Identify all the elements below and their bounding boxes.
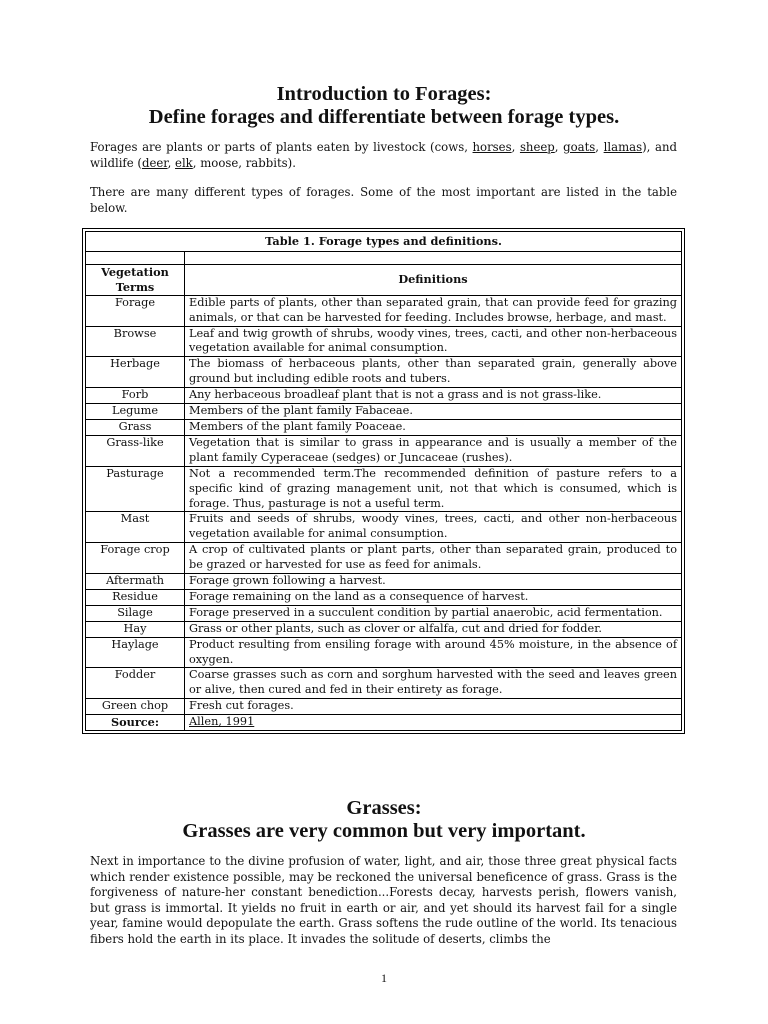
term-cell: Mast <box>86 512 185 543</box>
page-title: Introduction to Forages: <box>276 83 492 105</box>
term-cell: Forage crop <box>86 543 185 574</box>
definition-cell: Any herbaceous broadleaf plant that is not a grass and is not grass-like. <box>185 388 682 404</box>
table-row <box>86 621 682 637</box>
intro-text: , <box>167 155 176 170</box>
table-row <box>86 404 682 420</box>
section-title: Grasses: <box>346 797 422 819</box>
intro-text: , moose, rabbits). <box>192 155 296 170</box>
column-header-term: Vegetation Terms <box>86 264 185 295</box>
intro-text: , <box>511 140 520 154</box>
table-row <box>86 668 682 699</box>
definition-cell: Leaf and twig growth of shrubs, woody vines, trees, cacti, and other non-herbaceous vegetation available for animal consumption. <box>185 326 682 357</box>
term-cell: Browse <box>86 326 185 357</box>
table-source-row <box>86 715 682 731</box>
term-cell: Hay <box>86 621 185 637</box>
grasses-paragraph: Next in importance to the divine profusion of water, light, and air, those three great physical facts which render existence possible, may be reckoned the universal beneficence of grass. Grass is the forgiveness of nature-her constant benediction...Forests decay, harvests perish, flowers vanish, but grass is immortal. It yields no fruit in earth or air, and yet should its harvest fail for a single year, famine would depopulate the earth. Grass softens the rude outline of the world. Its tenacious fibers hold the earth in its place. It invades the solitude of deserts, climbs the <box>90 854 677 946</box>
table-row <box>86 589 682 605</box>
page-subtitle: Define forages and differentiate between forage types. <box>148 106 620 128</box>
section-subtitle: Grasses are very common but very important. <box>182 820 586 842</box>
intro-text: , <box>554 140 564 154</box>
source-label: Source: <box>86 715 185 731</box>
definition-cell: Not a recommended term.The recommended definition of pasture refers to a specific kind of grazing management unit, not that which is consumed, which is forage. Thus, pasturage is not a useful term. <box>185 466 682 512</box>
term-cell: Forb <box>86 388 185 404</box>
definition-cell: Coarse grasses such as corn and sorghum harvested with the seed and leaves green or alive, then cured and fed in their entirety as forage. <box>185 668 682 699</box>
definition-cell: Product resulting from ensiling forage with around 45% moisture, in the absence of oxygen. <box>185 637 682 668</box>
table-row <box>86 326 682 357</box>
term-cell: Grass-like <box>86 435 185 466</box>
column-header-definition: Definitions <box>185 264 682 295</box>
table-row <box>86 435 682 466</box>
source-value-cell <box>185 715 682 731</box>
link-deer[interactable]: deer <box>141 155 168 170</box>
link-elk[interactable]: elk <box>175 155 193 170</box>
table-row <box>86 699 682 715</box>
table-row <box>86 419 682 435</box>
definition-cell: Members of the plant family Fabaceae. <box>185 404 682 420</box>
term-cell: Grass <box>86 419 185 435</box>
table-row <box>86 637 682 668</box>
definition-cell: Edible parts of plants, other than separated grain, that can provide feed for grazing animals, or that can be harvested for feeding. Includes browse, herbage, and mast. <box>185 295 682 326</box>
term-cell: Silage <box>86 605 185 621</box>
table-row <box>86 295 682 326</box>
table-spacer-row <box>86 251 682 264</box>
definition-cell: Grass or other plants, such as clover or alfalfa, cut and dried for fodder. <box>185 621 682 637</box>
table-row <box>86 512 682 543</box>
forage-table <box>85 231 682 731</box>
link-llamas[interactable]: llamas <box>603 140 643 154</box>
term-cell: Fodder <box>86 668 185 699</box>
definition-cell: Forage grown following a harvest. <box>185 574 682 590</box>
intro-text: ), and wildlife ( <box>90 140 677 170</box>
table-intro-paragraph: There are many different types of forages. Some of the most important are listed in the table below. <box>90 185 677 215</box>
link-sheep[interactable]: sheep <box>519 140 555 154</box>
definition-cell: A crop of cultivated plants or plant parts, other than separated grain, produced to be grazed or harvested for use as feed for animals. <box>185 543 682 574</box>
term-cell: Residue <box>86 589 185 605</box>
definition-cell: Forage preserved in a succulent condition by partial anaerobic, acid fermentation. <box>185 605 682 621</box>
intro-text: , <box>595 140 604 154</box>
source-citation-link[interactable]: Allen, 1991 <box>189 715 255 729</box>
intro-paragraph <box>90 140 677 171</box>
term-cell: Forage <box>86 295 185 326</box>
definition-cell: Fruits and seeds of shrubs, woody vines, trees, cacti, and other non-herbaceous vegetation available for animal consumption. <box>185 512 682 543</box>
intro-text: Forages are plants or parts of plants eaten by livestock (cows, <box>90 140 473 154</box>
table-row <box>86 605 682 621</box>
definition-cell: Members of the plant family Poaceae. <box>185 419 682 435</box>
definition-cell: Fresh cut forages. <box>185 699 682 715</box>
definition-cell: The biomass of herbaceous plants, other than separated grain, generally above ground but including edible roots and tubers. <box>185 357 682 388</box>
term-cell: Pasturage <box>86 466 185 512</box>
term-cell: Haylage <box>86 637 185 668</box>
term-cell: Herbage <box>86 357 185 388</box>
table-caption: Table 1. Forage types and definitions. <box>86 232 682 252</box>
link-goats[interactable]: goats <box>563 140 596 154</box>
forage-table-frame <box>82 228 685 734</box>
table-row <box>86 466 682 512</box>
definition-cell: Forage remaining on the land as a consequence of harvest. <box>185 589 682 605</box>
term-cell: Green chop <box>86 699 185 715</box>
term-cell: Legume <box>86 404 185 420</box>
table-row <box>86 543 682 574</box>
table-row <box>86 388 682 404</box>
table-header-row <box>86 264 682 295</box>
definition-cell: Vegetation that is similar to grass in appearance and is usually a member of the plant family Cyperaceae (sedges) or Juncaceae (rushes). <box>185 435 682 466</box>
term-cell: Aftermath <box>86 574 185 590</box>
link-horses[interactable]: horses <box>472 140 512 154</box>
table-row <box>86 357 682 388</box>
table-row <box>86 574 682 590</box>
page-number: 1 <box>381 971 387 985</box>
